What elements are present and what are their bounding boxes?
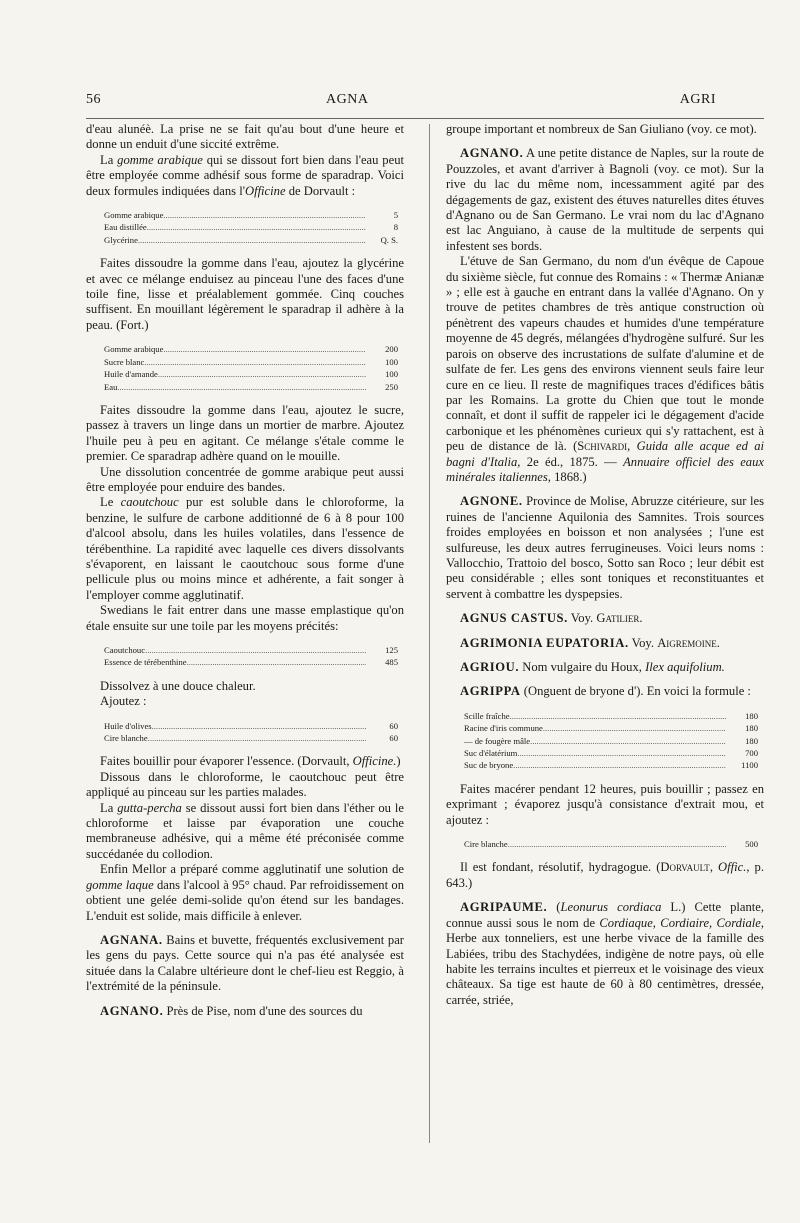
- paragraph: Faites dissoudre la gomme dans l'eau, ajoutez le sucre, passez à travers un linge dans un mortier de marbre. Ajoutez l'huile peu à peu en agitant. Ce mélange s'étale comme le premier. Ce sparadrap adhère quand on le mouille.: [86, 402, 404, 464]
- formula-row: [104, 368, 398, 380]
- entry-head: AGNONE.: [460, 494, 523, 509]
- formula-row: [104, 381, 398, 393]
- formula-row: [104, 343, 398, 355]
- formula-3: [104, 644, 398, 669]
- ingredient-quantity: 60: [389, 733, 398, 744]
- ingredient-quantity: 8: [393, 222, 398, 233]
- header-rule: [86, 118, 764, 119]
- ingredient-name: Eau distillée: [104, 222, 147, 233]
- ingredient-name: Racine d'iris commune: [464, 723, 543, 734]
- ingredient-name: Cire blanche: [104, 733, 148, 744]
- ingredient-quantity: 100: [385, 356, 398, 367]
- ingredient-name: Huile d'amande: [104, 369, 158, 380]
- paragraph: Le caoutchouc pur est soluble dans le chloroforme, la benzine, le sulfure de carbone additionné de 6 à 8 pour 100 d'alcool absolu, dans les huiles volatiles, dans l'essence de térébenthine. La rapidité avec laquelle ces divers dissolvants s'évaporent, en laissant le caoutchouc sous forme d'une pellicule plus ou moins mince et adhérente, a fait songer à l'employer comme agglutinatif.: [86, 495, 404, 602]
- ingredient-name: Gomme arabique: [104, 210, 164, 221]
- formula-row: [104, 221, 398, 233]
- formula-row: [104, 732, 398, 744]
- ingredient-name: — de fougère mâle: [464, 735, 531, 746]
- ingredient-quantity: 180: [745, 735, 758, 746]
- entry-agnone: AGNONE. Province de Molise, Abruzze citérieure, sur les ruines de l'ancienne Aquilonia des Samnites. Trois sources froides employées en boisson et non analysées ; l'une est sulfureuse, les deux autres ferrugineuses. Voici leurs noms : Vallocchio, Trattoio del bosco, Sotto san Roco ; leur débit est peu considérable ; elles sont toniques et reconstituantes et servent à combattre les dyspepsies.: [446, 494, 764, 601]
- ingredient-name: Caoutchouc: [104, 645, 146, 655]
- entry-agrippa: AGRIPPA (Onguent de bryone d'). En voici la formule :: [460, 684, 751, 699]
- entry-head: AGNANA.: [100, 932, 163, 947]
- leader-dots: [510, 710, 726, 722]
- ingredient-quantity: 250: [385, 381, 398, 392]
- ingredient-quantity: 485: [385, 657, 398, 668]
- entry-agnana: AGNANA. Bains et buvette, fréquentés exclusivement par les gens du pays. Cette source qui n'a pas été analysée est située dans la Calabre ultérieure dont le chef-lieu est Reggio, à l'extrémité de la péninsule.: [86, 932, 404, 994]
- leader-dots: [145, 644, 366, 656]
- right-column: [446, 122, 764, 1008]
- ingredient-quantity: 180: [745, 710, 758, 721]
- ingredient-name: Gomme arabique: [104, 344, 164, 355]
- formula-row: [104, 356, 398, 368]
- ingredient-name: Eau: [104, 381, 118, 392]
- running-header: [86, 92, 764, 114]
- formula-row: [104, 656, 398, 668]
- ingredient-quantity: 180: [745, 723, 758, 734]
- entry-head: AGRIPPA: [460, 684, 521, 699]
- entry-head: AGRIOU.: [460, 660, 520, 674]
- entry-agripaume: AGRIPAUME. (Leonurus cordiaca L.) Cette plante, connue aussi sous le nom de Cordiaque, Cordiaire, Cordiale, Herbe aux tonneliers, est une herbe vivace de la famille des Labiées, tribu des Stachydées, indigène de notre pays, où elle habite les terrains incultes et pierreux et le voisinage des vieux châteaux. Sa tige est haute de 60 à 80 centimètres, dressée, carrée, striée,: [446, 900, 764, 1007]
- formula-row: [104, 234, 398, 246]
- paragraph: Faites bouillir pour évaporer l'essence. (Dorvault, Officine.): [100, 754, 401, 769]
- formula-4: [104, 720, 398, 745]
- entry-head: AGNANO.: [100, 1003, 164, 1018]
- paragraph: Il est fondant, résolutif, hydragogue. (Dorvault, Offic., p. 643.): [446, 860, 764, 890]
- formula-5: [464, 710, 758, 772]
- ingredient-name: Scille fraîche: [464, 710, 510, 721]
- formula-row: [464, 710, 758, 722]
- leader-dots: [530, 735, 726, 747]
- formula-row: [464, 838, 758, 850]
- ingredient-name: Suc de bryone: [464, 760, 514, 771]
- paragraph: Faites dissoudre la gomme dans l'eau, ajoutez la glycérine et avec ce mélange enduisez au pinceau l'une des faces d'une toile fine, lisse et préalablement gommée. Cinq couches suffisent. En mouillant légèrement le sparadrap il adhère à la peau. (Fort.): [86, 256, 404, 332]
- formula-row: [104, 720, 398, 732]
- paragraph: Ajoutez :: [100, 694, 147, 709]
- paragraph: Une dissolution concentrée de gomme arabique peut aussi être employée pour enduire des bandes.: [86, 464, 404, 494]
- entry-agnano-pise: AGNANO. Près de Pise, nom d'une des sources du: [100, 1003, 363, 1018]
- formula-row: [464, 722, 758, 734]
- ingredient-quantity: Q. S.: [380, 234, 398, 245]
- entry-agriou: AGRIOU. Nom vulgaire du Houx, Ilex aquifolium.: [460, 660, 725, 674]
- formula-2: [104, 343, 398, 393]
- column-divider: [429, 124, 430, 1143]
- leader-dots: [144, 356, 366, 368]
- ingredient-quantity: 200: [385, 344, 398, 355]
- formula-6: [464, 838, 758, 850]
- ingredient-name: Sucre blanc: [104, 356, 145, 367]
- leader-dots: [147, 221, 366, 233]
- left-column: [86, 122, 404, 1019]
- paragraph: Swedians le fait entrer dans une masse emplastique qu'on étale ensuite sur une toile par les moyens précités:: [86, 603, 404, 633]
- paragraph: La gutta-percha se dissout aussi fort bien dans l'éther ou le chloroforme et laisse par évaporation une couche membraneuse adhésive, qui a même été préconisée comme succédanée du collodion.: [86, 800, 404, 861]
- running-head-left: AGNA: [326, 92, 369, 107]
- leader-dots: [508, 838, 726, 850]
- paragraph: groupe important et nombreux de San Giuliano (voy. ce mot).: [446, 122, 757, 136]
- leader-dots: [517, 747, 726, 759]
- leader-dots: [148, 732, 366, 744]
- entry-head: AGNANO.: [460, 146, 524, 161]
- formula-1: [104, 209, 398, 246]
- ingredient-name: Glycérine: [104, 234, 138, 245]
- leader-dots: [152, 720, 366, 732]
- paragraph: L'étuve de San Germano, du nom d'un évêque de Capoue du sixième siècle, fut connue des Romains : « Thermæ Anianæ » ; elle est à gauche en entrant dans la vallée d'Agnano. On y trouve de petites chambres de très antique construction où pénètrent des vapeurs chaudes et humides d'une température moyenne de 45 degrés, mélangées d'hydrogène sulfuré. Sur les parois on observe des incrustations de sulfate d'alumine et de sulfate de fer. Les gens des environs viennent seuls faire leur cure en ce lieu. Il reste de magnifiques traces d'édifices bâtis par les Romains. La grotte du Chien que tout le monde connaît, et dont il suffit de rappeler ici le dégagement d'acide carbonique et les phénomènes curieux qui s'y rattachent, est à peu de distance de là. (Schivardi, Guida alle acque ed ai bagni d'Italia, 2e éd., 1875. — Annuaire officiel des eaux minérales italiennes, 1868.): [446, 254, 765, 484]
- ingredient-quantity: 5: [393, 210, 398, 221]
- ingredient-quantity: 125: [385, 645, 398, 655]
- leader-dots: [158, 368, 366, 380]
- formula-row: [464, 759, 758, 771]
- leader-dots: [163, 343, 366, 355]
- ingredient-name: Essence de térébenthine: [104, 657, 187, 668]
- ingredient-name: Cire blanche: [464, 839, 508, 850]
- entry-agnano-naples: AGNANO. A une petite distance de Naples, sur la route de Pouzzoles, et avant d'arriver à Bagnoli (voy. ce mot). Sur la rive du lac du même nom, incessamment agité par des dégagements de gaz, existent des étuves naturelles dites étuves d'Agnano ou de San Germano. Le vrai nom du lac d'Agnano est lac Anguiano, à cause de la multitude de serpents qui infestent ses bords.: [446, 146, 764, 253]
- paragraph: La gomme arabique qui se dissout fort bien dans l'eau peut être employée comme adhésif sous forme de sparadrap. Voici deux formules indiquées dans l'Officine de Dorvault :: [86, 152, 404, 198]
- paragraph: Dissolvez à une douce chaleur.: [100, 678, 256, 693]
- page-number: 56: [86, 92, 101, 107]
- ingredient-quantity: 700: [745, 748, 758, 759]
- entry-head: AGRIPAUME.: [460, 900, 548, 915]
- ingredient-quantity: 100: [385, 369, 398, 380]
- leader-dots: [543, 722, 726, 734]
- entry-head: AGRIMONIA EUPATORIA.: [460, 635, 629, 650]
- paragraph: Dissous dans le chloroforme, le caoutchouc peut être appliqué au pinceau sur les parties malades.: [86, 769, 404, 800]
- entry-agnus-castus: AGNUS CASTUS. Voy. Gatilier.: [460, 611, 643, 626]
- entry-head: AGNUS CASTUS.: [460, 611, 568, 626]
- paragraph: Enfin Mellor a préparé comme agglutinatif une solution de gomme laque dans l'alcool à 95° chaud. Par refroidissement on obtient une gelée demi-solide qu'on étend sur les bandages. L'enduit est solide, mais difficile à enlever.: [86, 862, 404, 923]
- ingredient-name: Suc d'élatérium: [464, 748, 518, 759]
- leader-dots: [513, 759, 726, 771]
- paragraph: Faites macérer pendant 12 heures, puis bouillir ; passez en exprimant ; évaporez jusqu'à consistance d'extrait mou, et ajoutez :: [446, 781, 764, 827]
- formula-row: [464, 747, 758, 759]
- ingredient-quantity: 1100: [741, 760, 758, 771]
- ingredient-name: Huile d'olives: [104, 720, 152, 731]
- leader-dots: [117, 381, 366, 393]
- running-head-right: AGRI: [679, 92, 716, 107]
- leader-dots: [187, 656, 366, 668]
- paragraph: d'eau alunéè. La prise ne se fait qu'au bout d'une heure et donne un enduit d'une siccité extrême.: [86, 122, 404, 152]
- ingredient-quantity: 60: [389, 720, 398, 731]
- leader-dots: [138, 234, 366, 246]
- leader-dots: [163, 209, 366, 221]
- formula-row: [464, 735, 758, 747]
- entry-agrimonia: AGRIMONIA EUPATORIA. Voy. Aigremoine.: [460, 635, 720, 650]
- formula-row: [104, 209, 398, 221]
- formula-row: [104, 644, 398, 656]
- ingredient-quantity: 500: [745, 839, 758, 850]
